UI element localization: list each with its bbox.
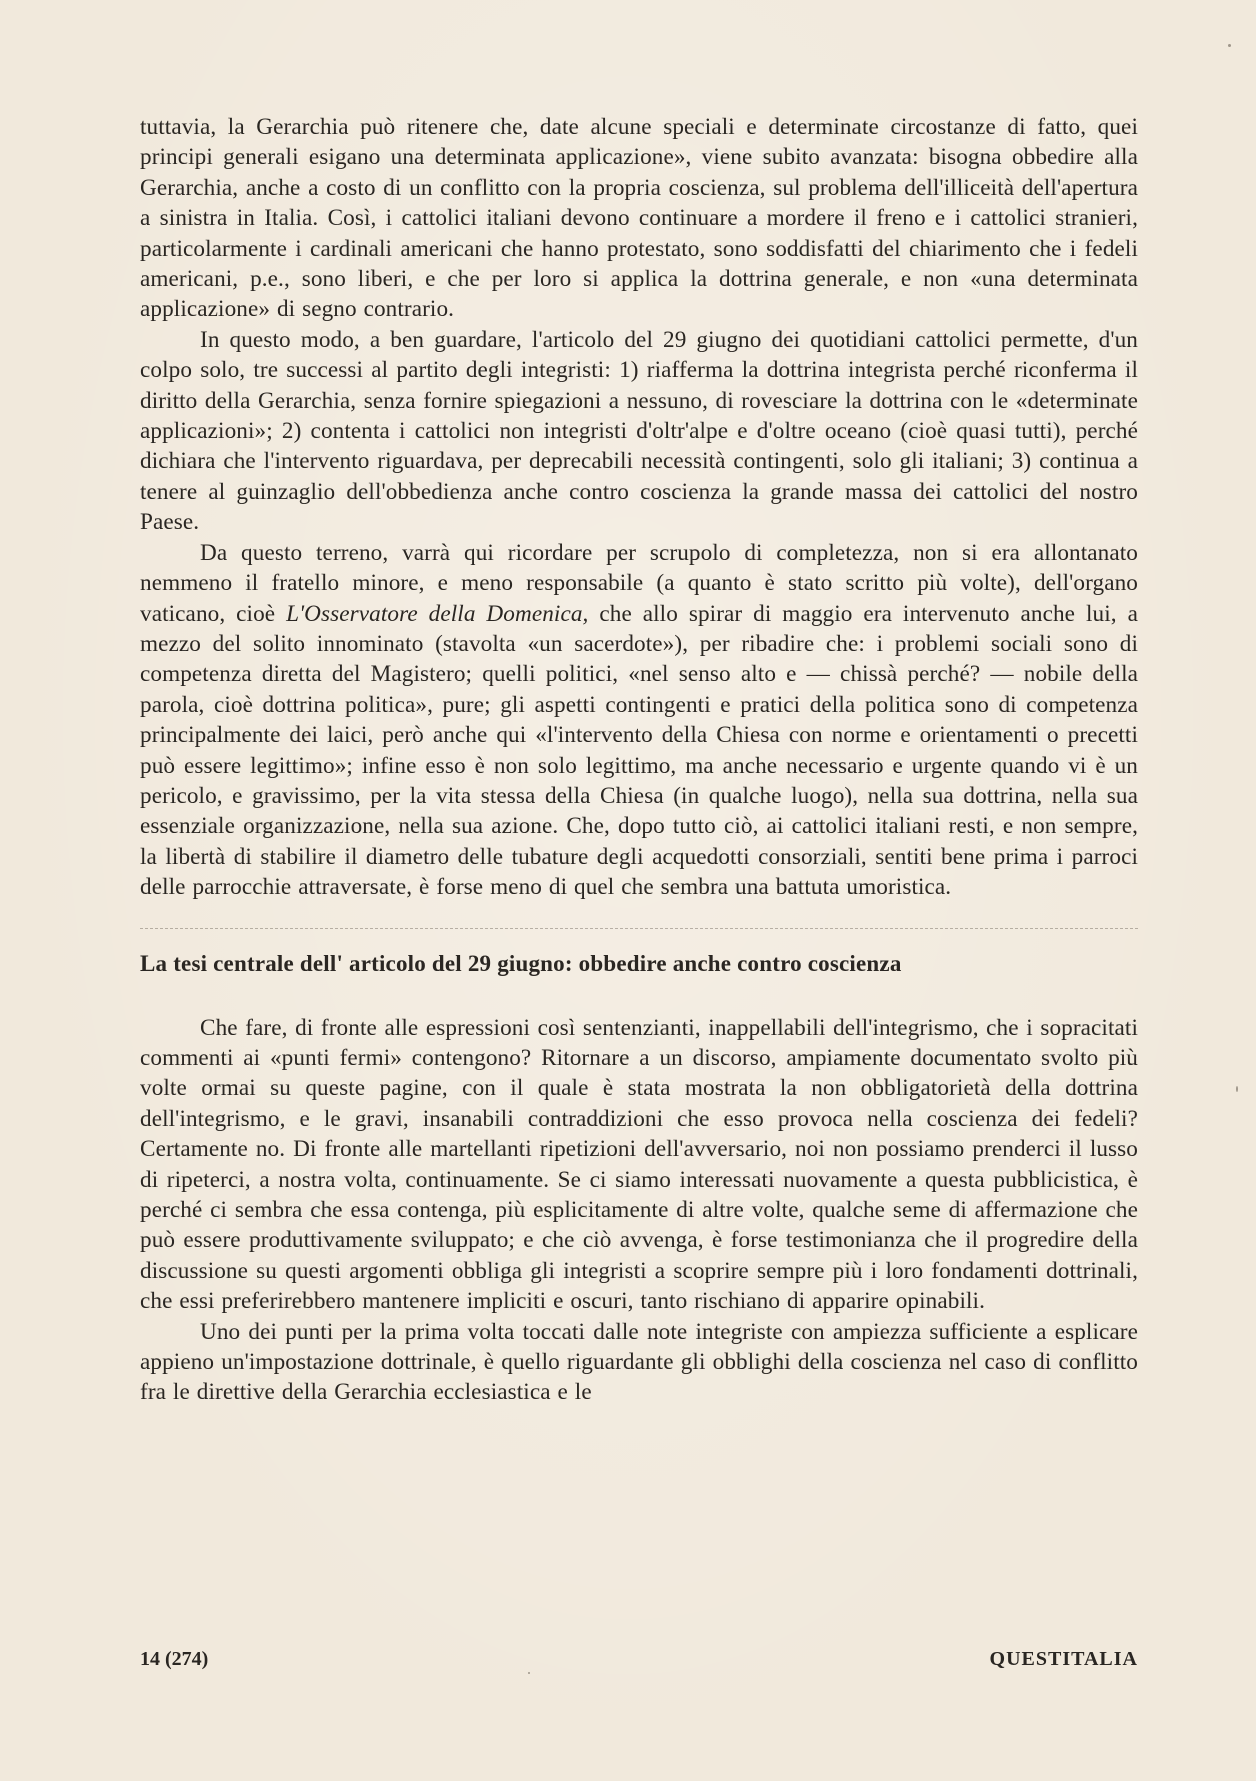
publication-title-italic: L'Osservatore della Domenica, bbox=[286, 600, 589, 627]
page-number: 14 (274) bbox=[140, 1648, 209, 1670]
section-heading: La tesi centrale dell' articolo del 29 giugno: obbedire anche contro coscienza bbox=[140, 950, 902, 976]
paragraph-three-successes: In questo modo, a ben guardare, l'articolo del 29 giugno dei quotidiani cattolici permette, d'un colpo solo, tre successi al partito degli integristi: 1) riafferma la dottrina integrista perché riconferma il diritto della Gerarchia, senza fornire spiegazioni a nessuno, di rovesciare la dottrina con le «determinate applicazioni»; 2) contenta i cattolici non integristi d'oltr'alpe e d'oltre oceano (cioè quasi tutti), perché dichiara che l'intervento riguardava, per deprecabili necessità contingenti, solo gli italiani; 3) continua a tenere al guinzaglio dell'obbedienza anche contro coscienza la grande massa dei cattolici del nostro Paese. bbox=[140, 326, 1138, 536]
running-title: QUESTITALIA bbox=[989, 1648, 1138, 1670]
paragraph-osservatore-lead: Da questo terreno, varrà qui ricordare per scrupolo di completezza, non si era allontanato nemmeno il fratello minore, e meno responsabile (a quanto è stato scritto più volte), dell'organo vaticano, cioè bbox=[140, 539, 1138, 627]
paragraph-osservatore bbox=[140, 538, 1138, 903]
paper-speck bbox=[1228, 44, 1231, 47]
paragraph-continued: tuttavia, la Gerarchia può ritenere che, date alcune speciali e determinate circostanze di fatto, quei principi generali esigano una determinata applicazione», viene subito avanzata: bisogna obbedire alla Gerarchia, anche a costo di un conflitto con la propria coscienza, sul problema dell'illiceità dell'apertura a sinistra in Italia. Così, i cattolici italiani devono continuare a mordere il freno e i cattolici stranieri, particolarmente i cardinali americani che hanno protestato, sono soddisfatti del chiarimento che i fedeli americani, p.e., sono liberi, e che per loro si applica la dottrina generale, e non «una determinata applicazione» di segno contrario. bbox=[140, 114, 1138, 323]
page-footer bbox=[140, 1648, 1138, 1676]
paragraph-osservatore-rest: che allo spirar di maggio era intervenuto anche lui, a mezzo del solito innominato (stavolta «un sacerdote»), per ribadire che: i problemi sociali sono di competenza diretta del Magistero; quelli politici, «nel senso alto e — chissà perché? — nobile della parola, cioè dottrina politica», pure; gli aspetti contingenti e pratici della politica sono di competenza principalmente dei laici, però anche qui «l'intervento della Chiesa con norme e orientamenti o precetti può essere legittimo»; infine esso è non solo legittimo, ma anche necessario e urgente quando vi è un pericolo, e gravissimo, per la vita stessa della Chiesa (in qualche luogo), nella sua dottrina, nella sua essenziale organizzazione, nella sua azione. Che, dopo tutto ciò, ai cattolici italiani resti, e non sempre, la libertà di stabilire il diametro delle tubature degli acquedotti consorziali, sentiti bene prima i parroci delle parrocchie attraversate, è forse meno di quel che sembra una battuta umoristica. bbox=[140, 600, 1138, 901]
section-separator bbox=[140, 919, 1138, 939]
text-column bbox=[140, 112, 1138, 1408]
paper-speck bbox=[528, 1672, 530, 1674]
paper-speck bbox=[1236, 1086, 1238, 1092]
paragraph-uno-dei-punti: Uno dei punti per la prima volta toccati dalle note integriste con ampiezza sufficiente a esplicare appieno un'impostazione dottrinale, è quello riguardante gli obblighi della coscienza nel caso di conflitto fra le direttive della Gerarchia ecclesiastica e le bbox=[140, 1318, 1138, 1406]
separator-line bbox=[140, 928, 1138, 929]
paragraph-che-fare: Che fare, di fronte alle espressioni così sentenzianti, inappellabili dell'integrismo, che i sopracitati commenti ai «punti fermi» contengono? Ritornare a un discorso, ampiamente documentato svolto più volte ormai su queste pagine, con il quale è stata mostrata la non obbligatorietà della dottrina dell'integrismo, e le gravi, insanabili contraddizioni che esso provoca nella coscienza dei fedeli? Certamente no. Di fronte alle martellanti ripetizioni dell'avversario, noi non possiamo prenderci il lusso di ripeterci, a nostra volta, continuamente. Se ci siamo interessati nuovamente a questa pubblicistica, è perché ci sembra che essa contenga, più esplicitamente di altre volte, qualche seme di affermazione che può essere produttivamente sviluppato; e che ciò avvenga, è forse testimonianza che il progredire della discussione su questi argomenti obbliga gli integristi a scoprire sempre più i loro fondamenti dottrinali, che essi preferirebbero mantenere impliciti e oscuri, tanto rischiano di apparire opinabili. bbox=[140, 1014, 1138, 1315]
